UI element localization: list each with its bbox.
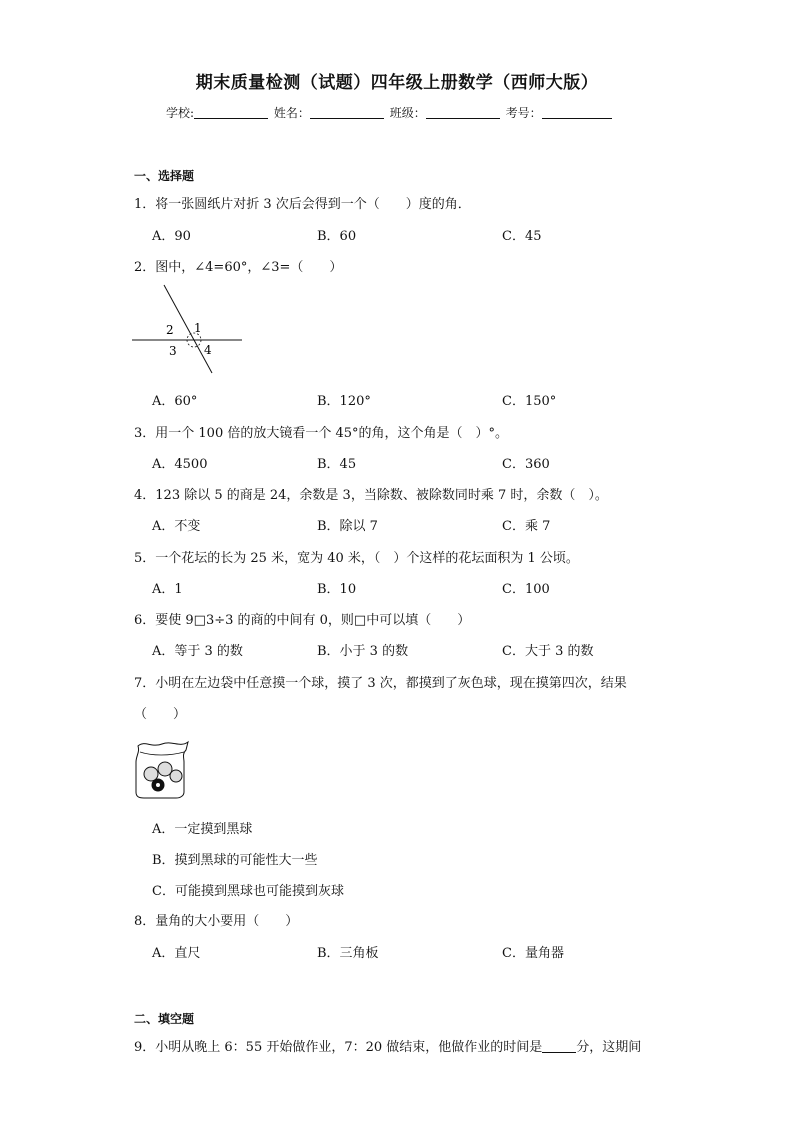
class-blank[interactable]	[426, 106, 500, 119]
section-fill-title: 二、填空题	[134, 1012, 195, 1026]
q8-option-c[interactable]: C．量角器	[502, 946, 564, 961]
angle-label-4: 4	[204, 343, 212, 357]
q4-option-b[interactable]: B．除以 7	[317, 519, 378, 534]
q4-option-a[interactable]: A．不变	[152, 519, 201, 534]
q9-stem-a: 9．小明从晚上 6：55 开始做作业，7：20 做结束，他做作业的时间是	[134, 1040, 543, 1055]
q2-option-b[interactable]: B．120°	[317, 394, 371, 409]
school-label: 学校:	[166, 106, 195, 120]
q2-option-a[interactable]: A．60°	[152, 394, 198, 409]
question-7: 7．小明在左边袋中任意摸一个球，摸了 3 次，都摸到了灰色球，现在摸第四次，结果	[134, 676, 627, 691]
q6-option-b[interactable]: B．小于 3 的数	[317, 644, 409, 659]
angle-label-2: 2	[166, 323, 174, 337]
q1-option-a[interactable]: A．90	[152, 229, 191, 244]
ball-bag-figure	[132, 738, 192, 800]
q7-option-a[interactable]: A．一定摸到黑球	[152, 822, 253, 837]
class-label: 班级：	[389, 106, 426, 120]
question-1: 1．将一张圆纸片对折 3 次后会得到一个（ ）度的角．	[134, 197, 471, 212]
q9-answer-blank[interactable]	[542, 1040, 576, 1053]
student-info-line	[166, 104, 614, 121]
q4-option-c[interactable]: C．乘 7	[502, 519, 551, 534]
exam-no-label: 考号：	[505, 106, 542, 120]
q1-option-b[interactable]: B．60	[317, 229, 357, 244]
q5-option-c[interactable]: C．100	[502, 582, 550, 597]
angle-figure	[130, 283, 250, 378]
q7-option-b[interactable]: B．摸到黑球的可能性大一些	[152, 853, 318, 868]
angle-label-1: 1	[194, 321, 202, 335]
question-5: 5．一个花坛的长为 25 米，宽为 40 米，（ ）个这样的花坛面积为 1 公顷。	[134, 551, 579, 566]
q6-option-a[interactable]: A．等于 3 的数	[152, 644, 243, 659]
name-blank[interactable]	[310, 106, 384, 119]
q9-stem-b: 分，这期间	[576, 1040, 642, 1055]
q7-option-c[interactable]: C．可能摸到黑球也可能摸到灰球	[152, 884, 344, 899]
angle-label-3: 3	[169, 344, 177, 358]
q6-option-c[interactable]: C．大于 3 的数	[502, 644, 594, 659]
q3-option-c[interactable]: C．360	[502, 457, 550, 472]
name-label: 姓名：	[273, 106, 310, 120]
q3-option-a[interactable]: A．4500	[152, 457, 208, 472]
q3-option-b[interactable]: B．45	[317, 457, 357, 472]
q8-option-a[interactable]: A．直尺	[152, 946, 201, 961]
question-6: 6．要使 9□3÷3 的商的中间有 0，则□中可以填（ ）	[134, 613, 471, 628]
q8-option-b[interactable]: B．三角板	[317, 946, 379, 961]
q5-option-b[interactable]: B．10	[317, 582, 357, 597]
question-3: 3．用一个 100 倍的放大镜看一个 45°的角，这个角是（ ）°。	[134, 426, 509, 441]
question-9	[134, 1036, 641, 1055]
question-8: 8．量角的大小要用（ ）	[134, 914, 299, 929]
q2-option-c[interactable]: C．150°	[502, 394, 557, 409]
q5-option-a[interactable]: A．1	[152, 582, 183, 597]
exam-no-blank[interactable]	[542, 106, 612, 119]
page-title: 期末质量检测（试题）四年级上册数学（西师大版）	[195, 73, 599, 93]
school-blank[interactable]	[194, 106, 268, 119]
q1-option-c[interactable]: C．45	[502, 229, 542, 244]
question-7-blank: （ ）	[134, 707, 187, 722]
question-2: 2．图中，∠4=60°，∠3=（ ）	[134, 260, 343, 275]
question-4: 4．123 除以 5 的商是 24，余数是 3，当除数、被除数同时乘 7 时，余数（ ）。	[134, 488, 608, 503]
section-choice-title: 一、选择题	[134, 169, 195, 183]
